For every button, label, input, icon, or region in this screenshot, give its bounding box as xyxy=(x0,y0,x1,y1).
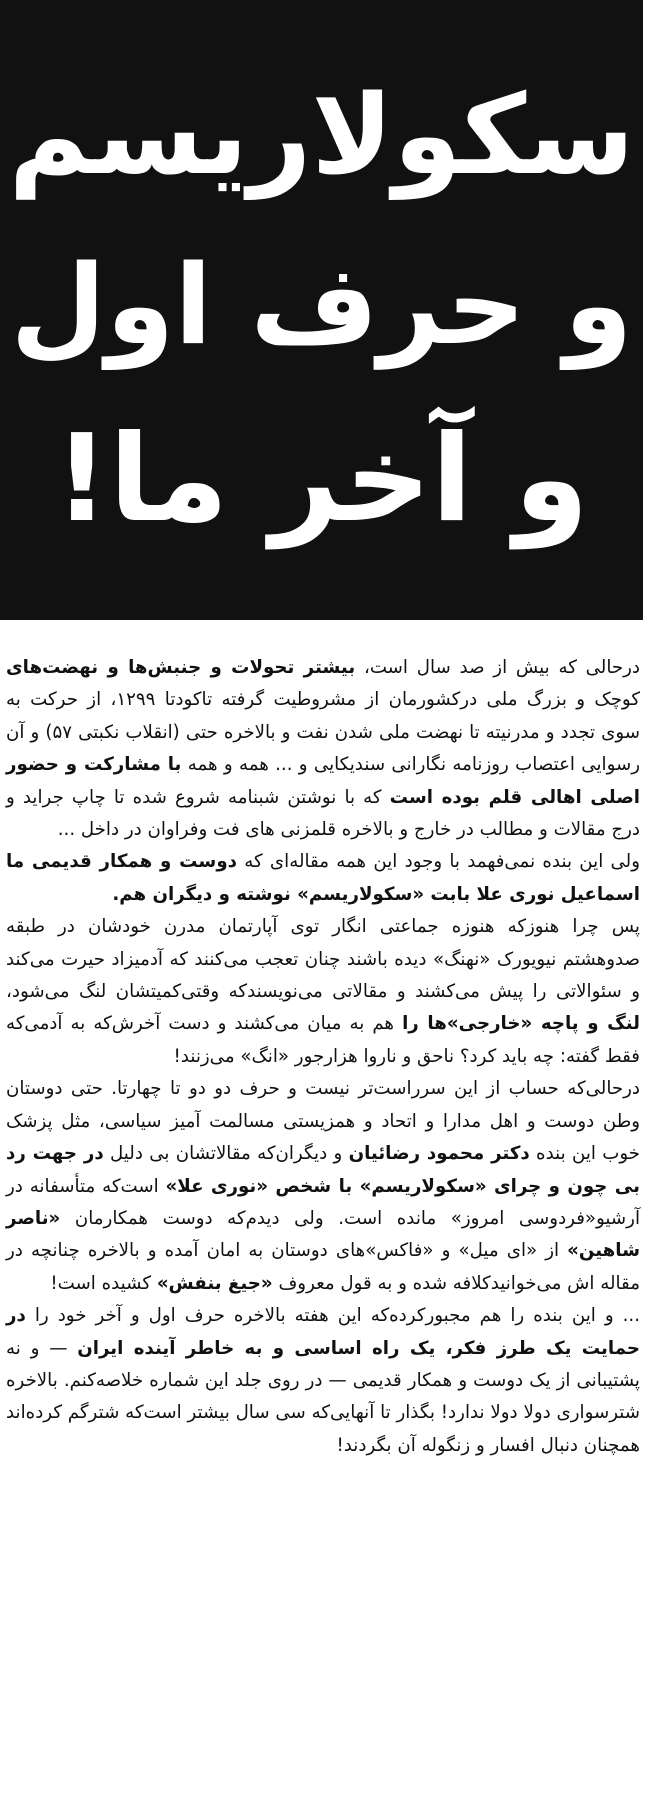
bold-text-run: در جهت رد بی چون و چرای «سکولاریسم» با شخص «نوری علا» xyxy=(6,1143,641,1197)
text-run: و دیگران‌که مقالاتشان بی دلیل xyxy=(103,1143,349,1165)
text-run: هم به میان می‌کشند و دست آخرش‌که به آدمی‌که فقط گفته: چه باید کرد؟ ناحق و ناروا هزارجور «انگ» می‌زنند! xyxy=(6,1013,640,1067)
bold-text-run: بیشتر تحولات و جنبش‌ها و نهضت‌های xyxy=(6,657,356,678)
bold-text-run: «جیغ بنفش» xyxy=(156,1272,273,1294)
bold-text-run: در حمایت یک طرز فکر، یک راه اساسی و به خاطر آینده ایران xyxy=(6,1305,640,1359)
headline-line-2: و حرف اول xyxy=(10,241,633,369)
text-run: کشیده است! xyxy=(50,1272,157,1294)
headline-box xyxy=(0,0,643,620)
text-run: ... و این بنده را هم مجبورکرده‌که این هفته بالاخره حرف اول و آخر خود را xyxy=(25,1305,640,1327)
text-run: است‌که متأسفانه در آرشیو«فردوسی امروز» مانده است. ولی دیدم‌که دوست همکارمان xyxy=(6,1175,640,1229)
bold-text-run: «ناصر شاهین» xyxy=(6,1207,640,1262)
text-run: درحالی که بیش از صد سال است، xyxy=(355,657,641,678)
article-paragraph xyxy=(6,1073,640,1300)
article-paragraph xyxy=(6,652,640,846)
text-run: — و نه پشتیبانی از یک دوست و همکار قدیمی — در روی جلد این شماره خلاصه‌کنم. بالاخره شترسواری دولا دولا ندارد! بگذار تا آنهایی‌که سی سال بیشتر است‌که شترگم کرده‌اند همچنان دنبال افسار و زنگوله آن بگردند! xyxy=(6,1337,640,1456)
article-paragraph xyxy=(6,846,640,911)
article-paragraph xyxy=(6,911,640,1073)
article-paragraph xyxy=(6,1300,640,1462)
bold-text-run: لنگ و پاچه «خارجی»ها را xyxy=(402,1013,640,1035)
headline-line-1: سکولاریسم xyxy=(8,71,635,199)
bold-text-run: با مشارکت و حضور اصلی اهالی قلم بوده است xyxy=(6,754,641,808)
text-run: ولی این بنده نمی‌فهمد با وجود این همه مقاله‌ای که xyxy=(236,851,640,873)
text-run: از «ای میل» و «فاکس»های دوستان به امان آمده و بالاخره چنانچه در مقاله اش می‌خوانیدکلافه شده و به قول معروف xyxy=(6,1240,640,1294)
article-body xyxy=(6,652,640,1462)
text-run: که با نوشتن شبنامه شروع شده تا چاپ جراید و درج مقالات و مطالب در خارج و بالاخره قلمزنی های فت وفراوان در داخل ... xyxy=(6,786,640,841)
bold-text-run: دکتر محمود رضائیان xyxy=(348,1143,530,1165)
headline-line-3: و آخر ما! xyxy=(54,410,589,549)
bold-text-run: دوست و همکار قدیمی ما اسماعیل نوری علا بابت «سکولاریسم» نوشته و دیگران هم. xyxy=(6,851,640,905)
text-run: درحالی‌که حساب از این سرراست‌تر نیست و حرف دو دو تا چهارتا. حتی دوستان وطن دوست و اهل مدارا و اتحاد و همزیستی مسالمت آمیز سیاسی، مثل پزشک خوب این بنده xyxy=(6,1078,641,1165)
text-run: کوچک و بزرگ ملی درکشورمان از مشروطیت گرفته تاکودتا ۱۲۹۹، از حرکت به سوی تجدد و مدرنیته تا نهضت ملی شدن نفت و بالاخره حتی (انقلاب نکبتی ۵۷) و آن رسوایی اعتصاب روزنامه نگارانی سندیکایی و ... همه و همه xyxy=(6,689,640,776)
text-run: پس چرا هنوزکه هنوزه جماعتی انگار توی آپارتمان مدرن خودشان در طبقه صدوهشتم نیویورک «نهنگ» دیده باشند چنان تعجب می‌کنند که آدمیزاد حیرت می‌کند و سئوالاتی را پیش می‌کشند و مقالاتی می‌نویسندکه وقتی‌کمیتشان لنگ می‌شود، xyxy=(6,916,640,1003)
